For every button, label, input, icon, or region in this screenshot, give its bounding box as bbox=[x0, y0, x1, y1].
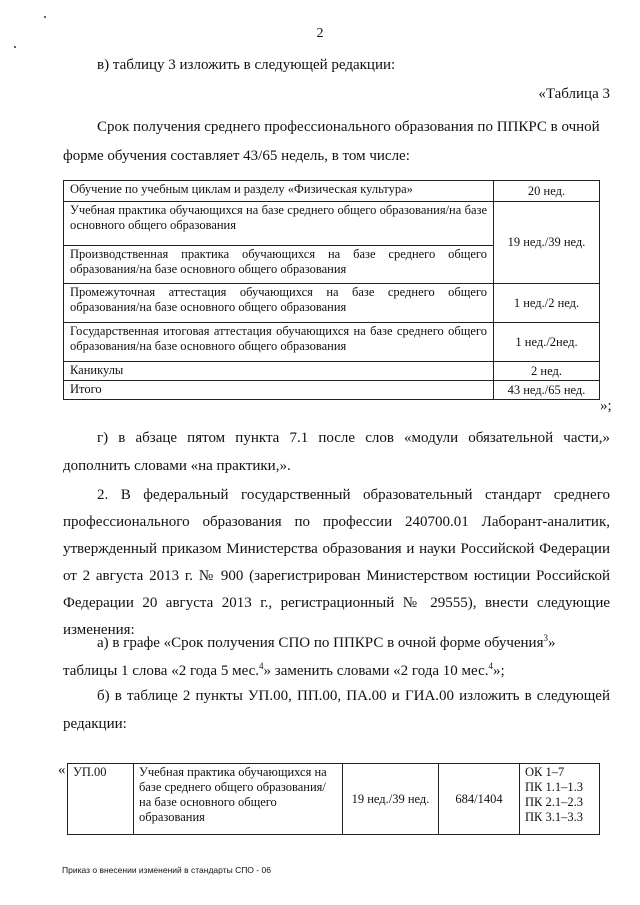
paragraph-2-last-line: изменения: bbox=[63, 622, 135, 638]
paragraph-a-line-1 bbox=[97, 633, 610, 652]
paragraph-2-line: профессионального образования по профессии 240700.01 Лаборант-аналитик, bbox=[63, 514, 610, 530]
table-cell: 43 нед./65 нед. bbox=[494, 381, 600, 400]
intro-line-1: Срок получения среднего профессионального образования по ППКРС в очной bbox=[97, 119, 600, 135]
competency: ОК 1–7 bbox=[525, 765, 565, 779]
table-cell: 1 нед./2нед. bbox=[494, 323, 600, 362]
scan-speck bbox=[14, 46, 16, 48]
page-footer: Приказ о внесении изменений в стандарты СПО - 06 bbox=[62, 865, 271, 875]
table-row bbox=[64, 323, 600, 362]
table-row bbox=[64, 381, 600, 400]
paragraph-v: в) таблицу 3 изложить в следующей редакции: bbox=[97, 57, 396, 73]
table-cell: Производственная практика обучающихся на базе среднего общего образования/на базе основного общего образования bbox=[64, 246, 494, 284]
competency: ПК 1.1–1.3 bbox=[525, 780, 583, 794]
paragraph-a-line-2 bbox=[63, 661, 505, 680]
footnote-ref: 3 bbox=[543, 633, 548, 643]
footnote-ref: 4 bbox=[259, 661, 264, 671]
paragraph-2-line: утвержденный приказом Министерства образования и науки Российской Федерации bbox=[63, 541, 610, 557]
footnote-ref: 4 bbox=[488, 661, 493, 671]
table-cell-weeks: 19 нед./39 нед. bbox=[343, 764, 439, 835]
table-row bbox=[64, 362, 600, 381]
intro-line-2: форме обучения составляет 43/65 недель, в том числе: bbox=[63, 148, 410, 164]
paragraph-a-text: таблицы 1 слова «2 года 5 мес. bbox=[63, 663, 260, 679]
table-cell: Государственная итоговая аттестация обучающихся на базе среднего общего образования/на базе основного общего образования bbox=[64, 323, 494, 362]
table-open-quote: « bbox=[58, 762, 66, 778]
scan-speck bbox=[44, 16, 46, 18]
table-cell: 20 нед. bbox=[494, 181, 600, 202]
table-cell: Обучение по учебным циклам и разделу «Физическая культура» bbox=[64, 181, 494, 202]
paragraph-b-line-2: редакции: bbox=[63, 716, 127, 732]
competency: ПК 3.1–3.3 bbox=[525, 810, 583, 824]
page-number: 2 bbox=[316, 26, 324, 41]
table-cell: 1 нед./2 нед. bbox=[494, 284, 600, 323]
table-cell-hours: 684/1404 bbox=[439, 764, 520, 835]
table-cell: Промежуточная аттестация обучающихся на базе среднего общего образования/на базе основного общего образования bbox=[64, 284, 494, 323]
paragraph-2-line: от 2 августа 2013 г. № 900 (зарегистрирован Министерством юстиции Российской bbox=[63, 568, 610, 584]
table-cell-description: Учебная практика обучающихся на базе среднего общего образования/на базе основного общего образования bbox=[134, 764, 343, 835]
table-cell: Учебная практика обучающихся на базе среднего общего образования/на базе основного общего образования bbox=[64, 202, 494, 246]
table-caption: «Таблица 3 bbox=[538, 86, 610, 102]
table-cell: Итого bbox=[64, 381, 494, 400]
table-row bbox=[68, 764, 600, 835]
table-cell-code: УП.00 bbox=[68, 764, 134, 835]
table-closing-quote: »; bbox=[600, 398, 612, 414]
paragraph-a-text-end: » bbox=[547, 635, 556, 651]
paragraph-a-text: »; bbox=[493, 663, 505, 679]
paragraph-a-text: » заменить словами «2 года 10 мес. bbox=[263, 663, 489, 679]
paragraph-2-line: 2. В федеральный государственный образовательный стандарт среднего bbox=[97, 487, 610, 503]
table-row bbox=[64, 202, 600, 246]
table-cell-competencies bbox=[520, 764, 600, 835]
paragraph-a-text: а) в графе «Срок получения СПО по ППКРС в очной форме обучения bbox=[97, 635, 544, 651]
table-2-excerpt bbox=[67, 763, 600, 835]
paragraph-b-line-1: б) в таблице 2 пункты УП.00, ПП.00, ПА.00 и ГИА.00 изложить в следующей bbox=[97, 688, 610, 704]
table-cell: 2 нед. bbox=[494, 362, 600, 381]
table-row bbox=[64, 284, 600, 323]
paragraph-2-line: Федерации 20 августа 2013 г., регистрационный № 29555), внести следующие bbox=[63, 595, 610, 611]
competency: ПК 2.1–2.3 bbox=[525, 795, 583, 809]
table-3 bbox=[63, 180, 600, 400]
paragraph-g-line-2: дополнить словами «на практики,». bbox=[63, 458, 291, 474]
paragraph-g-line-1: г) в абзаце пятом пункта 7.1 после слов «модули обязательной части,» bbox=[97, 430, 610, 446]
table-row bbox=[64, 181, 600, 202]
table-cell: 19 нед./39 нед. bbox=[494, 202, 600, 284]
table-cell: Каникулы bbox=[64, 362, 494, 381]
